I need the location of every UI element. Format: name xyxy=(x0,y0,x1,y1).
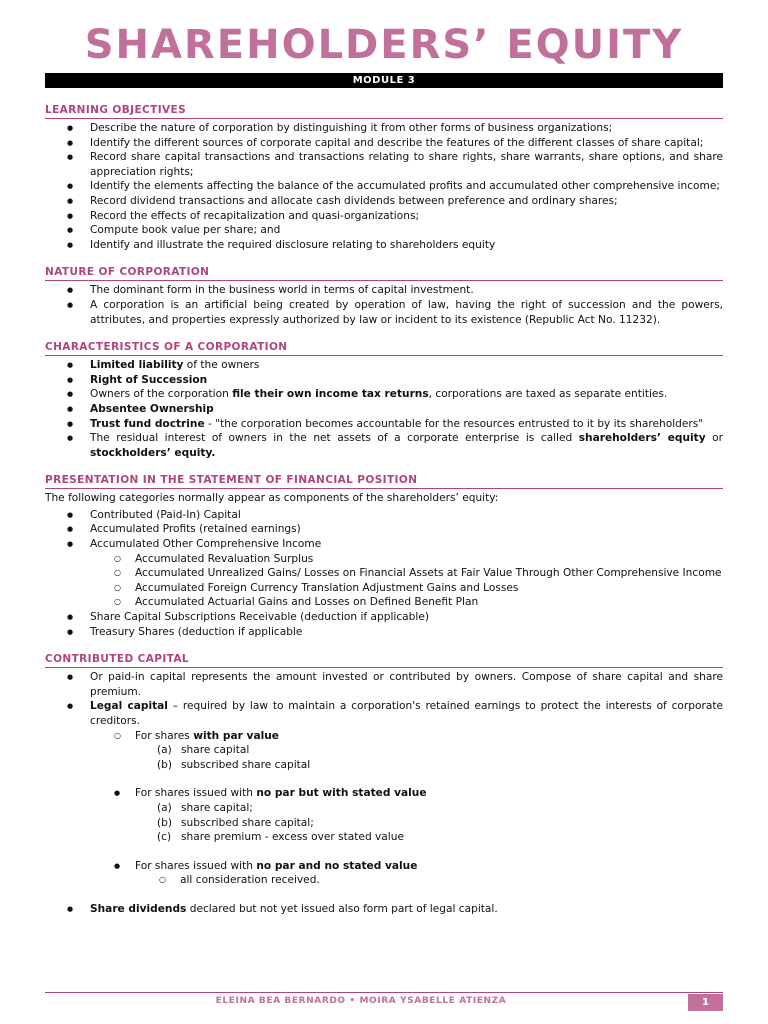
item-text: – required by law to maintain a corporation's retained earnings to protect the interests of corporate creditors. xyxy=(90,700,723,727)
bold-term: Trust fund doctrine xyxy=(90,417,205,430)
characteristics-list xyxy=(45,358,723,460)
bold-term: shareholders’ equity xyxy=(578,432,706,445)
contributed-capital-list xyxy=(45,670,723,916)
alpha-label: (b) xyxy=(157,758,172,771)
list-item xyxy=(45,902,723,917)
list-item xyxy=(45,358,723,373)
sub-list-item: ○ Accumulated Foreign Currency Translation Adjustment Gains and Losses xyxy=(45,581,723,596)
bold-term: no par and no stated value xyxy=(256,859,418,872)
alpha-item xyxy=(45,830,723,845)
alpha-item xyxy=(45,743,723,758)
list-item xyxy=(45,431,723,460)
section-heading-nature: NATURE OF CORPORATION xyxy=(45,266,723,281)
item-text: - "the corporation becomes accountable for the resources entrusted to it by its shareholders" xyxy=(204,417,704,430)
item-text: The residual interest of owners in the net assets of a corporate enterprise is called xyxy=(90,432,579,445)
item-text: , corporations are taxed as separate entities. xyxy=(428,388,668,401)
learning-objectives-list xyxy=(45,121,723,252)
page-number: 1 xyxy=(688,994,723,1011)
alpha-label: (c) xyxy=(157,831,172,844)
alpha-text: share premium - excess over stated value xyxy=(181,831,404,844)
presentation-list xyxy=(45,508,723,639)
sub-list-item xyxy=(45,786,723,801)
bold-term: no par but with stated value xyxy=(256,787,427,800)
list-item: ● Compute book value per share; and xyxy=(45,223,723,238)
list-item: ● Accumulated Other Comprehensive Income xyxy=(45,537,723,552)
section-heading-characteristics: CHARACTERISTICS OF A CORPORATION xyxy=(45,341,723,356)
list-item: ● Or paid-in capital represents the amount invested or contributed by owners. Compose of share capital and share premium. xyxy=(45,670,723,699)
list-item xyxy=(45,417,723,432)
module-banner: MODULE 3 xyxy=(45,73,723,88)
list-item: ● The dominant form in the business world in terms of capital investment. xyxy=(45,283,723,298)
item-text: declared but not yet issued also form part of legal capital. xyxy=(186,902,498,915)
list-item: ● Identify and illustrate the required disclosure relating to shareholders equity xyxy=(45,238,723,253)
alpha-text: share capital xyxy=(181,744,250,757)
item-text: Owners of the corporation xyxy=(90,388,233,401)
item-text: For shares issued with xyxy=(135,787,257,800)
bold-term: stockholders’ equity. xyxy=(90,446,216,459)
list-item xyxy=(45,373,723,388)
page-title: SHAREHOLDERS’ EQUITY xyxy=(84,22,684,68)
list-item: ● Describe the nature of corporation by distinguishing it from other forms of business organizations; xyxy=(45,121,723,136)
list-item: ● Record the effects of recapitalization and quasi-organizations; xyxy=(45,209,723,224)
section-heading-learning-objectives: LEARNING OBJECTIVES xyxy=(45,104,723,119)
alpha-item xyxy=(45,801,723,816)
bold-term: Share dividends xyxy=(90,902,187,915)
alpha-label: (a) xyxy=(157,744,172,757)
footer-divider xyxy=(45,992,723,993)
list-item: ● Identify the elements affecting the balance of the accumulated profits and accumulated other comprehensive income; xyxy=(45,179,723,194)
bold-term: file their own income tax returns xyxy=(232,388,429,401)
sub-sub-list-item: ○ all consideration received. xyxy=(45,873,723,888)
bold-term: with par value xyxy=(193,729,279,742)
list-item xyxy=(45,402,723,417)
alpha-label: (b) xyxy=(157,816,172,829)
bold-term: Limited liability xyxy=(90,359,184,372)
bold-term: Right of Succession xyxy=(90,373,208,386)
alpha-item xyxy=(45,816,723,831)
list-item xyxy=(45,699,723,728)
sub-list-item: ○ Accumulated Unrealized Gains/ Losses on Financial Assets at Fair Value Through Other Comprehensive Income xyxy=(45,566,723,581)
item-text: of the owners xyxy=(183,359,260,372)
alpha-text: share capital; xyxy=(181,801,253,814)
bold-term: Legal capital xyxy=(90,700,168,713)
item-text: For shares issued with xyxy=(135,859,257,872)
sub-list-item: ○ Accumulated Revaluation Surplus xyxy=(45,552,723,567)
sub-list-item: ○ Accumulated Actuarial Gains and Losses on Defined Benefit Plan xyxy=(45,595,723,610)
item-text: For shares xyxy=(135,729,194,742)
bold-term: Absentee Ownership xyxy=(90,402,214,415)
footer-authors: ELEINA BEA BERNARDO • MOIRA YSABELLE ATIENZA xyxy=(215,996,507,1006)
document-body xyxy=(45,101,723,917)
list-item xyxy=(45,387,723,402)
list-item: ● A corporation is an artificial being created by operation of law, having the right of succession and the powers, attributes, and properties expressly authorized by law or incident to its existence (Republic Act No. 11232). xyxy=(45,298,723,327)
alpha-text: subscribed share capital xyxy=(181,758,311,771)
nature-list xyxy=(45,283,723,327)
section-heading-contributed-capital: CONTRIBUTED CAPITAL xyxy=(45,653,723,668)
section-heading-presentation: PRESENTATION IN THE STATEMENT OF FINANCIAL POSITION xyxy=(45,474,723,489)
sub-list-item xyxy=(45,859,723,874)
list-item: ● Contributed (Paid-In) Capital xyxy=(45,508,723,523)
list-item: ● Record share capital transactions and transactions relating to share rights, share warrants, share options, and share appreciation rights; xyxy=(45,150,723,179)
list-item: ● Share Capital Subscriptions Receivable (deduction if applicable) xyxy=(45,610,723,625)
item-text: or xyxy=(705,432,723,445)
list-item: ● Identify the different sources of corporate capital and describe the features of the different classes of share capital; xyxy=(45,136,723,151)
sub-list-item xyxy=(45,729,723,744)
list-item: ● Treasury Shares (deduction if applicable xyxy=(45,625,723,640)
alpha-item xyxy=(45,758,723,773)
list-item: ● Accumulated Profits (retained earnings) xyxy=(45,522,723,537)
alpha-text: subscribed share capital; xyxy=(181,816,314,829)
presentation-intro: The following categories normally appear as components of the shareholders’ equity: xyxy=(45,492,499,505)
alpha-label: (a) xyxy=(157,801,172,814)
list-item: ● Record dividend transactions and allocate cash dividends between preference and ordinary shares; xyxy=(45,194,723,209)
